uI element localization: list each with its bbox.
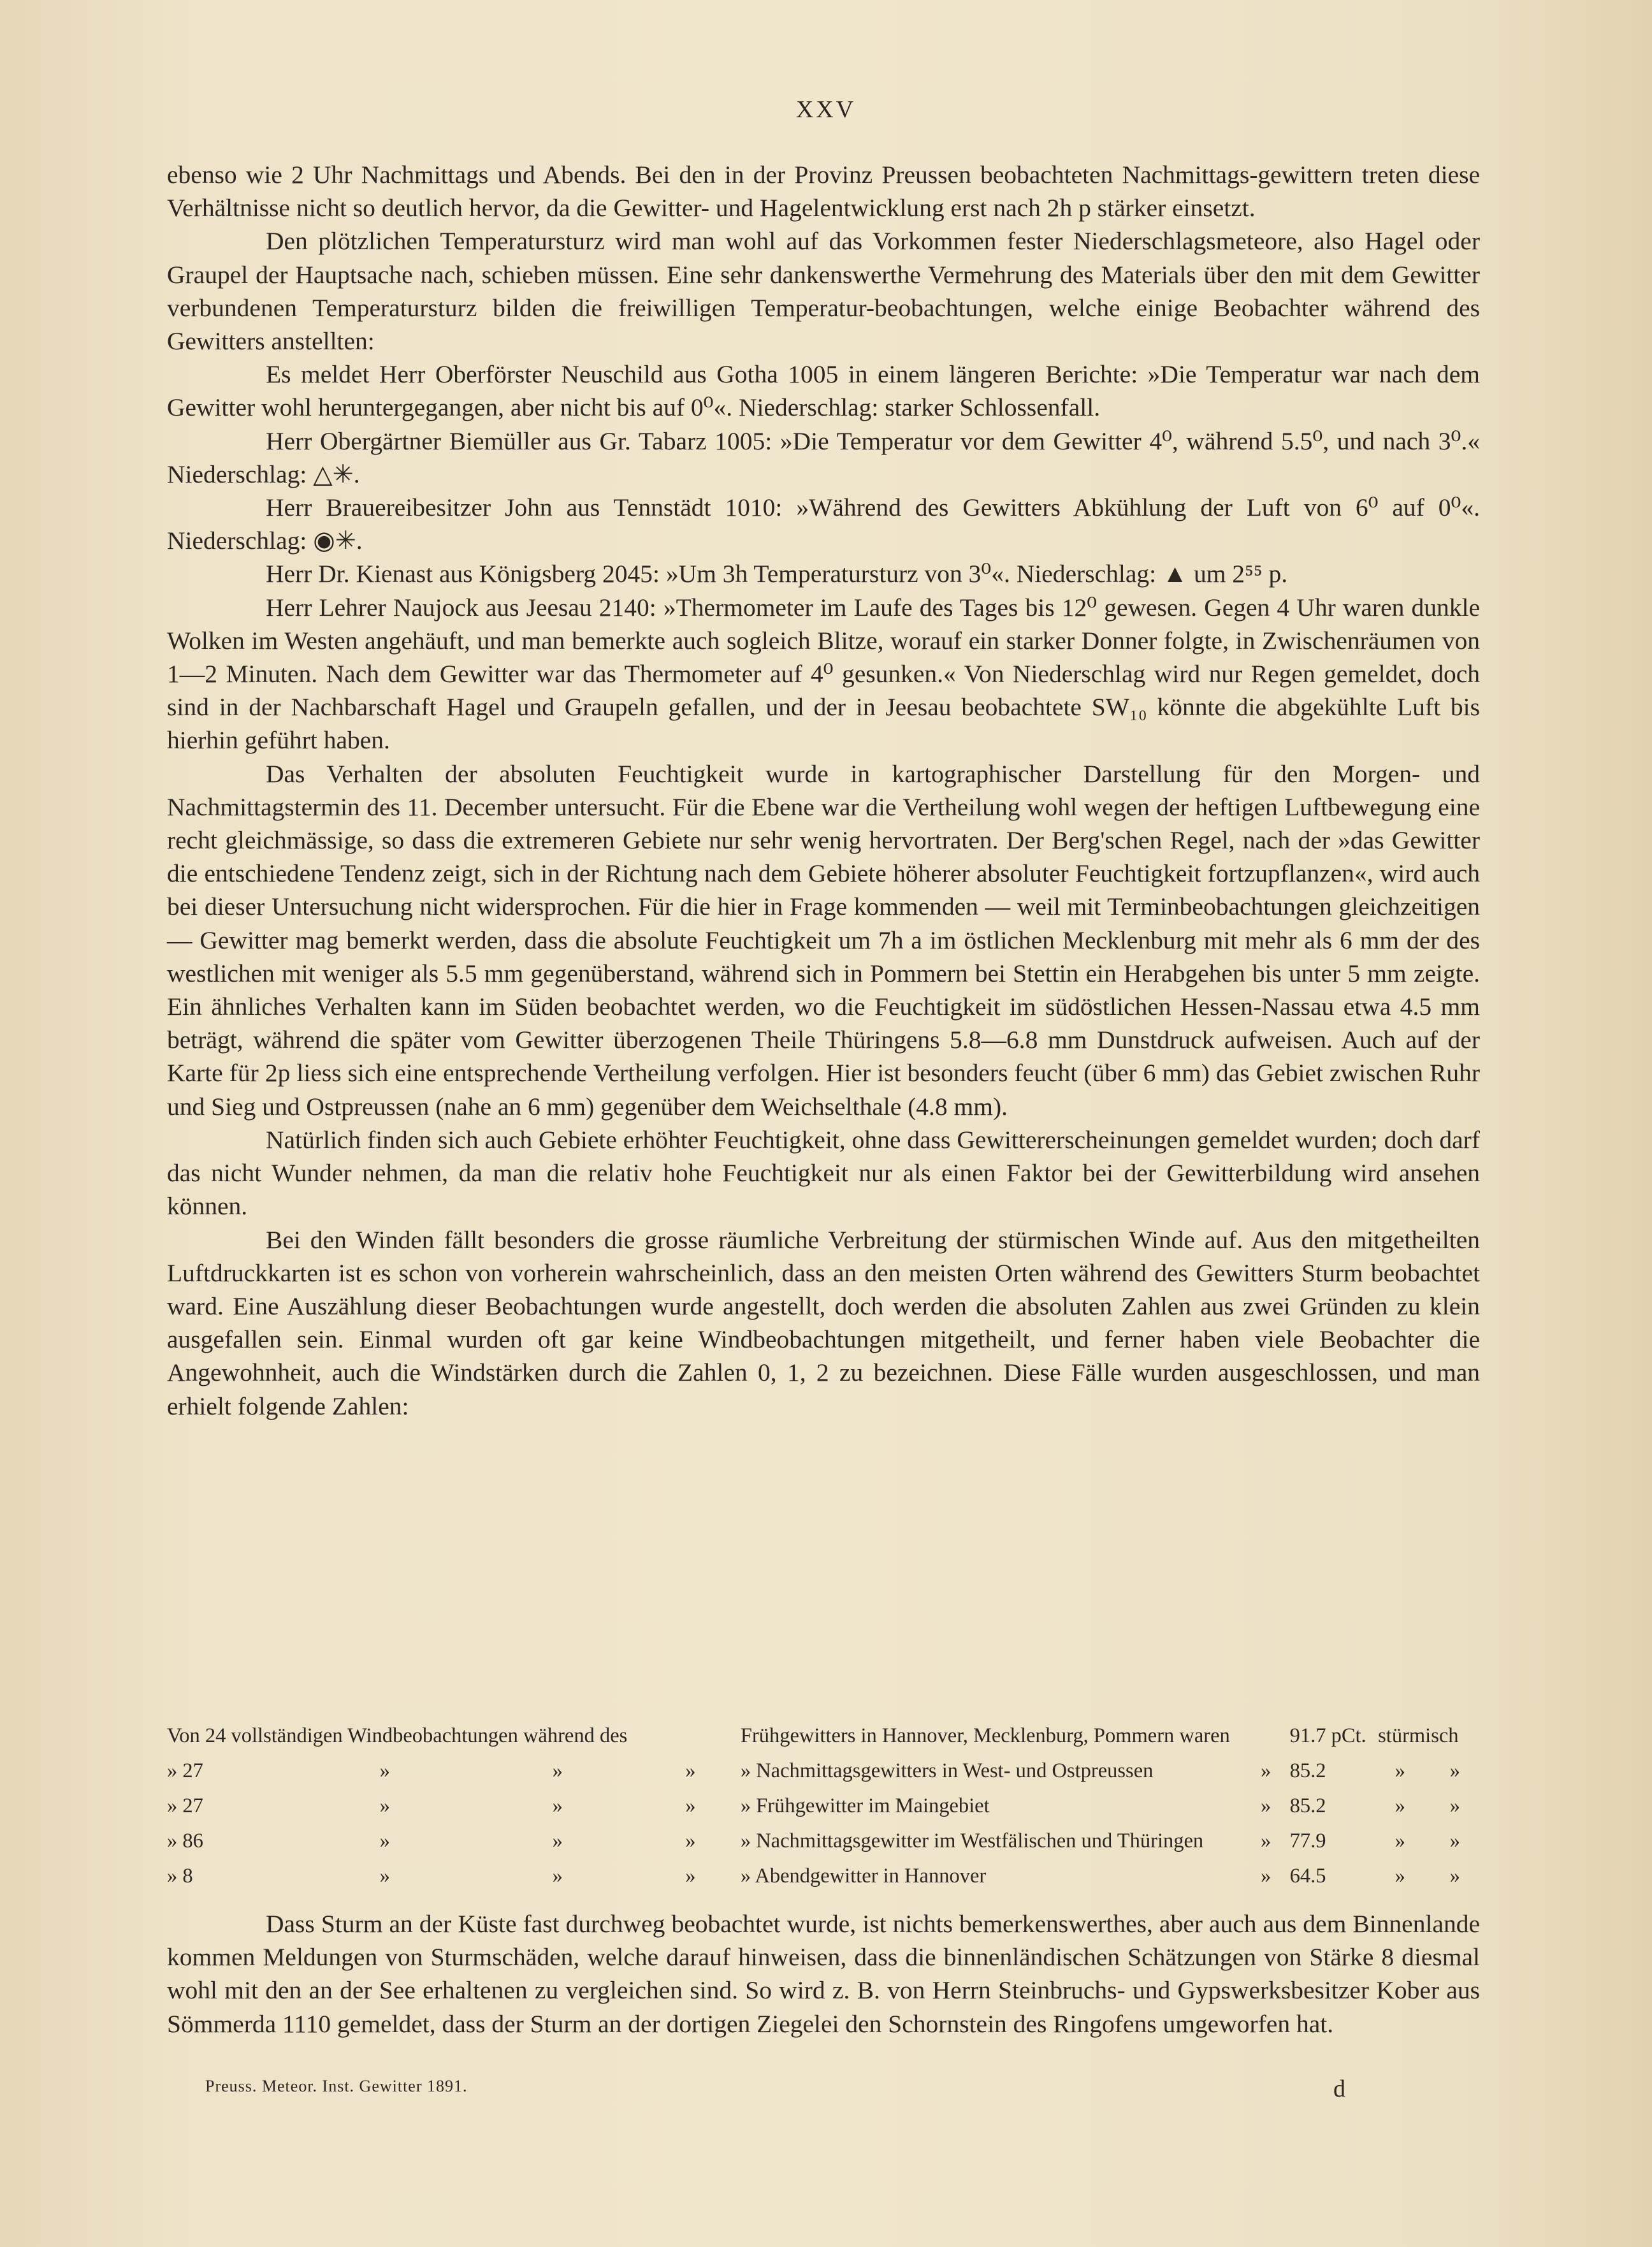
table-cell: » xyxy=(1260,1759,1272,1782)
paragraph: Herr Dr. Kienast aus Königsberg 2045: »Um 3h Temperatursturz von 3⁰«. Niederschlag: ▲ um 2⁵⁵ p. xyxy=(266,560,1288,588)
table-cell: » xyxy=(685,1759,696,1782)
table-cell: » xyxy=(379,1759,390,1782)
table-cell: » xyxy=(552,1794,563,1817)
footer-source-note: Preuss. Meteor. Inst. Gewitter 1891. xyxy=(205,2077,468,2095)
table-cell: 64.5 xyxy=(1289,1865,1326,1887)
body-text xyxy=(167,158,1480,1423)
table-cell: » xyxy=(1449,1794,1460,1817)
table-row xyxy=(167,1824,1488,1859)
paragraph: Bei den Winden fällt besonders die grosse räumliche Verbreitung der stürmischen Winde auf. Aus den mitgetheilten Luftdruckkarten ist es schon von vorherein wahrscheinlich, dass an den meisten Orten während des Gewitters Sturm beobachtet ward. Eine Auszählung dieser Beobachtungen wurde angestellt, doch werden die absoluten Zahlen aus zwei Gründen zu klein ausgefallen sein. Einmal wurden oft gar keine Windbeobachtungen mitgetheilt, und ferner haben viele Beobachter die Angewohnheit, auch die Windstärken durch die Zahlen 0, 1, 2 zu bezeichnen. Diese Fälle wurden ausgeschlossen, und man erhielt folgende Zahlen: xyxy=(167,1225,1480,1420)
table-cell: stürmisch xyxy=(1378,1724,1459,1747)
paragraph: Herr Brauereibesitzer John aus Tennstädt 1010: »Während des Gewitters Abkühlung der Luft von 6⁰ auf 0⁰«. Niederschlag: ◉✳. xyxy=(167,493,1480,555)
table-cell: » xyxy=(685,1865,696,1887)
table-cell: » xyxy=(379,1829,390,1852)
table-cell: 77.9 xyxy=(1289,1829,1326,1852)
footer-signature-mark: d xyxy=(1333,2076,1345,2102)
table-cell: » xyxy=(685,1829,696,1852)
table-cell: » xyxy=(552,1759,563,1782)
table-cell: » Frühgewitter im Maingebiet xyxy=(740,1794,990,1817)
table-cell: » Nachmittagsgewitters in West- und Ostpreussen xyxy=(740,1759,1154,1782)
table-cell: » xyxy=(1260,1829,1272,1852)
table-row xyxy=(167,1789,1488,1824)
table-cell: 85.2 xyxy=(1289,1759,1326,1782)
table-cell: » xyxy=(1449,1759,1460,1782)
table-cell: » Abendgewitter in Hannover xyxy=(740,1865,987,1887)
table-cell: » Nachmittagsgewitter im Westfälischen und Thüringen xyxy=(740,1829,1204,1852)
table-cell: » xyxy=(1395,1865,1405,1887)
table-cell: » 8 xyxy=(167,1865,193,1887)
table-cell: Von 24 vollständigen Windbeobachtungen während des xyxy=(167,1724,628,1747)
table-cell: » xyxy=(685,1794,696,1817)
table-cell: » xyxy=(1395,1759,1405,1782)
table-cell: Frühgewitters in Hannover, Mecklenburg, Pommern waren xyxy=(740,1724,1230,1747)
paragraph: Es meldet Herr Oberförster Neuschild aus Gotha 1005 in einem längeren Berichte: »Die Temperatur war nach dem Gewitter wohl heruntergegangen, aber nicht bis auf 0⁰«. Niederschlag: starker Schlossenfall. xyxy=(167,360,1480,422)
table-cell: » xyxy=(1449,1865,1460,1887)
paragraph: Herr Lehrer Naujock aus Jeesau 2140: »Thermometer im Laufe des Tages bis 12⁰ gewesen. Gegen 4 Uhr waren dunkle Wolken im Westen angehäuft, und man bemerkte auch sogleich Blitze, worauf ein starker Donner folgte, in Zwischenräumen von 1—2 Minuten. Nach dem Gewitter war das Thermometer auf 4⁰ gesunken.« Von Niederschlag wird nur Regen gemeldet, doch sind in der Nachbarschaft Hagel und Graupeln gefallen, und der in Jeesau beobachtete SW₁₀ könnte die abgekühlte Luft bis hierhin geführt haben. xyxy=(167,593,1480,755)
paragraph: Den plötzlichen Temperatursturz wird man wohl auf das Vorkommen fester Niederschlagsmeteore, also Hagel oder Graupel der Hauptsache nach, schieben müssen. Eine sehr dankenswerthe Vermehrung des Materials über den mit dem Gewitter verbundenen Temperatursturz bilden die freiwilligen Temperatur-beobachtungen, welche einige Beobachter während des Gewitters anstellten: xyxy=(167,227,1480,356)
table-cell: » xyxy=(1260,1794,1272,1817)
table-cell: » xyxy=(379,1794,390,1817)
table-cell: » xyxy=(552,1829,563,1852)
paragraph: Herr Obergärtner Biemüller aus Gr. Tabarz 1005: »Die Temperatur vor dem Gewitter 4⁰, während 5.5⁰, und nach 3⁰.« Niederschlag: △✳. xyxy=(167,426,1480,488)
table-cell: » xyxy=(552,1865,563,1887)
table-cell: » xyxy=(1260,1865,1272,1887)
page-number: XXV xyxy=(795,96,857,123)
table-cell: » 27 xyxy=(167,1759,203,1782)
table-cell: 91.7 pCt. xyxy=(1289,1724,1366,1747)
table-cell: » 27 xyxy=(167,1794,203,1817)
wind-statistics-table xyxy=(167,1719,1488,1894)
table-cell: » 86 xyxy=(167,1829,203,1852)
table-cell: 85.2 xyxy=(1289,1794,1326,1817)
table-cell: » xyxy=(1395,1794,1405,1817)
paragraph: Natürlich finden sich auch Gebiete erhöhter Feuchtigkeit, ohne dass Gewittererscheinungen gemeldet wurden; doch darf das nicht Wunder nehmen, da man die relativ hohe Feuchtigkeit nur als einen Faktor bei der Gewitterbildung wird ansehen können. xyxy=(167,1125,1480,1221)
table-cell: » xyxy=(1449,1829,1460,1852)
table-cell: » xyxy=(379,1865,390,1887)
paragraph: ebenso wie 2 Uhr Nachmittags und Abends. Bei den in der Provinz Preussen beobachteten Nachmittags-gewittern treten diese Verhältnisse nicht so deutlich hervor, da die Gewitter- und Hagelentwicklung erst nach 2h p stärker einsetzt. xyxy=(167,161,1480,222)
closing-text xyxy=(167,1907,1480,2040)
paragraph: Dass Sturm an der Küste fast durchweg beobachtet wurde, ist nichts bemerkenswerthes, aber auch aus dem Binnenlande kommen Meldungen von Sturmschäden, welche darauf hinweisen, dass die binnenländischen Schätzungen von Stärke 8 diesmal wohl mit den an der See erhaltenen zu vergleichen sind. So wird z. B. von Herrn Steinbruchs- und Gypswerksbesitzer Kober aus Sömmerda 1110 gemeldet, dass der Sturm an der dortigen Ziegelei den Schornstein des Ringofens umgeworfen hat. xyxy=(167,1910,1480,2038)
table-row xyxy=(167,1754,1488,1789)
table-cell: » xyxy=(1395,1829,1405,1852)
table-row xyxy=(167,1859,1488,1894)
table-row xyxy=(167,1719,1488,1754)
paragraph: Das Verhalten der absoluten Feuchtigkeit wurde in kartographischer Darstellung für den Morgen- und Nachmittagstermin des 11. December untersucht. Für die Ebene war die Vertheilung wohl wegen der heftigen Luftbewegung eine recht gleichmässige, so dass die extremeren Gebiete nur sehr wenig hervortraten. Der Berg'schen Regel, nach der »das Gewitter die entschiedene Tendenz zeigt, sich in der Richtung nach dem Gebiete höherer absoluter Feuchtigkeit fortzupflanzen«, wird auch bei dieser Untersuchung nicht widersprochen. Für die hier in Frage kommenden — weil mit Terminbeobachtungen gleichzeitigen — Gewitter mag bemerkt werden, dass die absolute Feuchtigkeit um 7h a im östlichen Mecklenburg mit mehr als 6 mm der des westlichen mit weniger als 5.5 mm gegenüberstand, während sich in Pommern bei Stettin ein Herabgehen bis unter 5 mm zeigte. Ein ähnliches Verhalten kann im Süden beobachtet werden, wo die Feuchtigkeit im südöstlichen Hessen-Nassau etwa 4.5 mm beträgt, während die später vom Gewitter überzogenen Theile Thüringens 5.8—6.8 mm Dunstdruck aufweisen. Auch auf der Karte für 2p liess sich eine entsprechende Vertheilung verfolgen. Hier ist besonders feucht (über 6 mm) das Gebiet zwischen Ruhr und Sieg und Ostpreussen (nahe an 6 mm) gegenüber dem Weichselthale (4.8 mm). xyxy=(167,759,1480,1121)
